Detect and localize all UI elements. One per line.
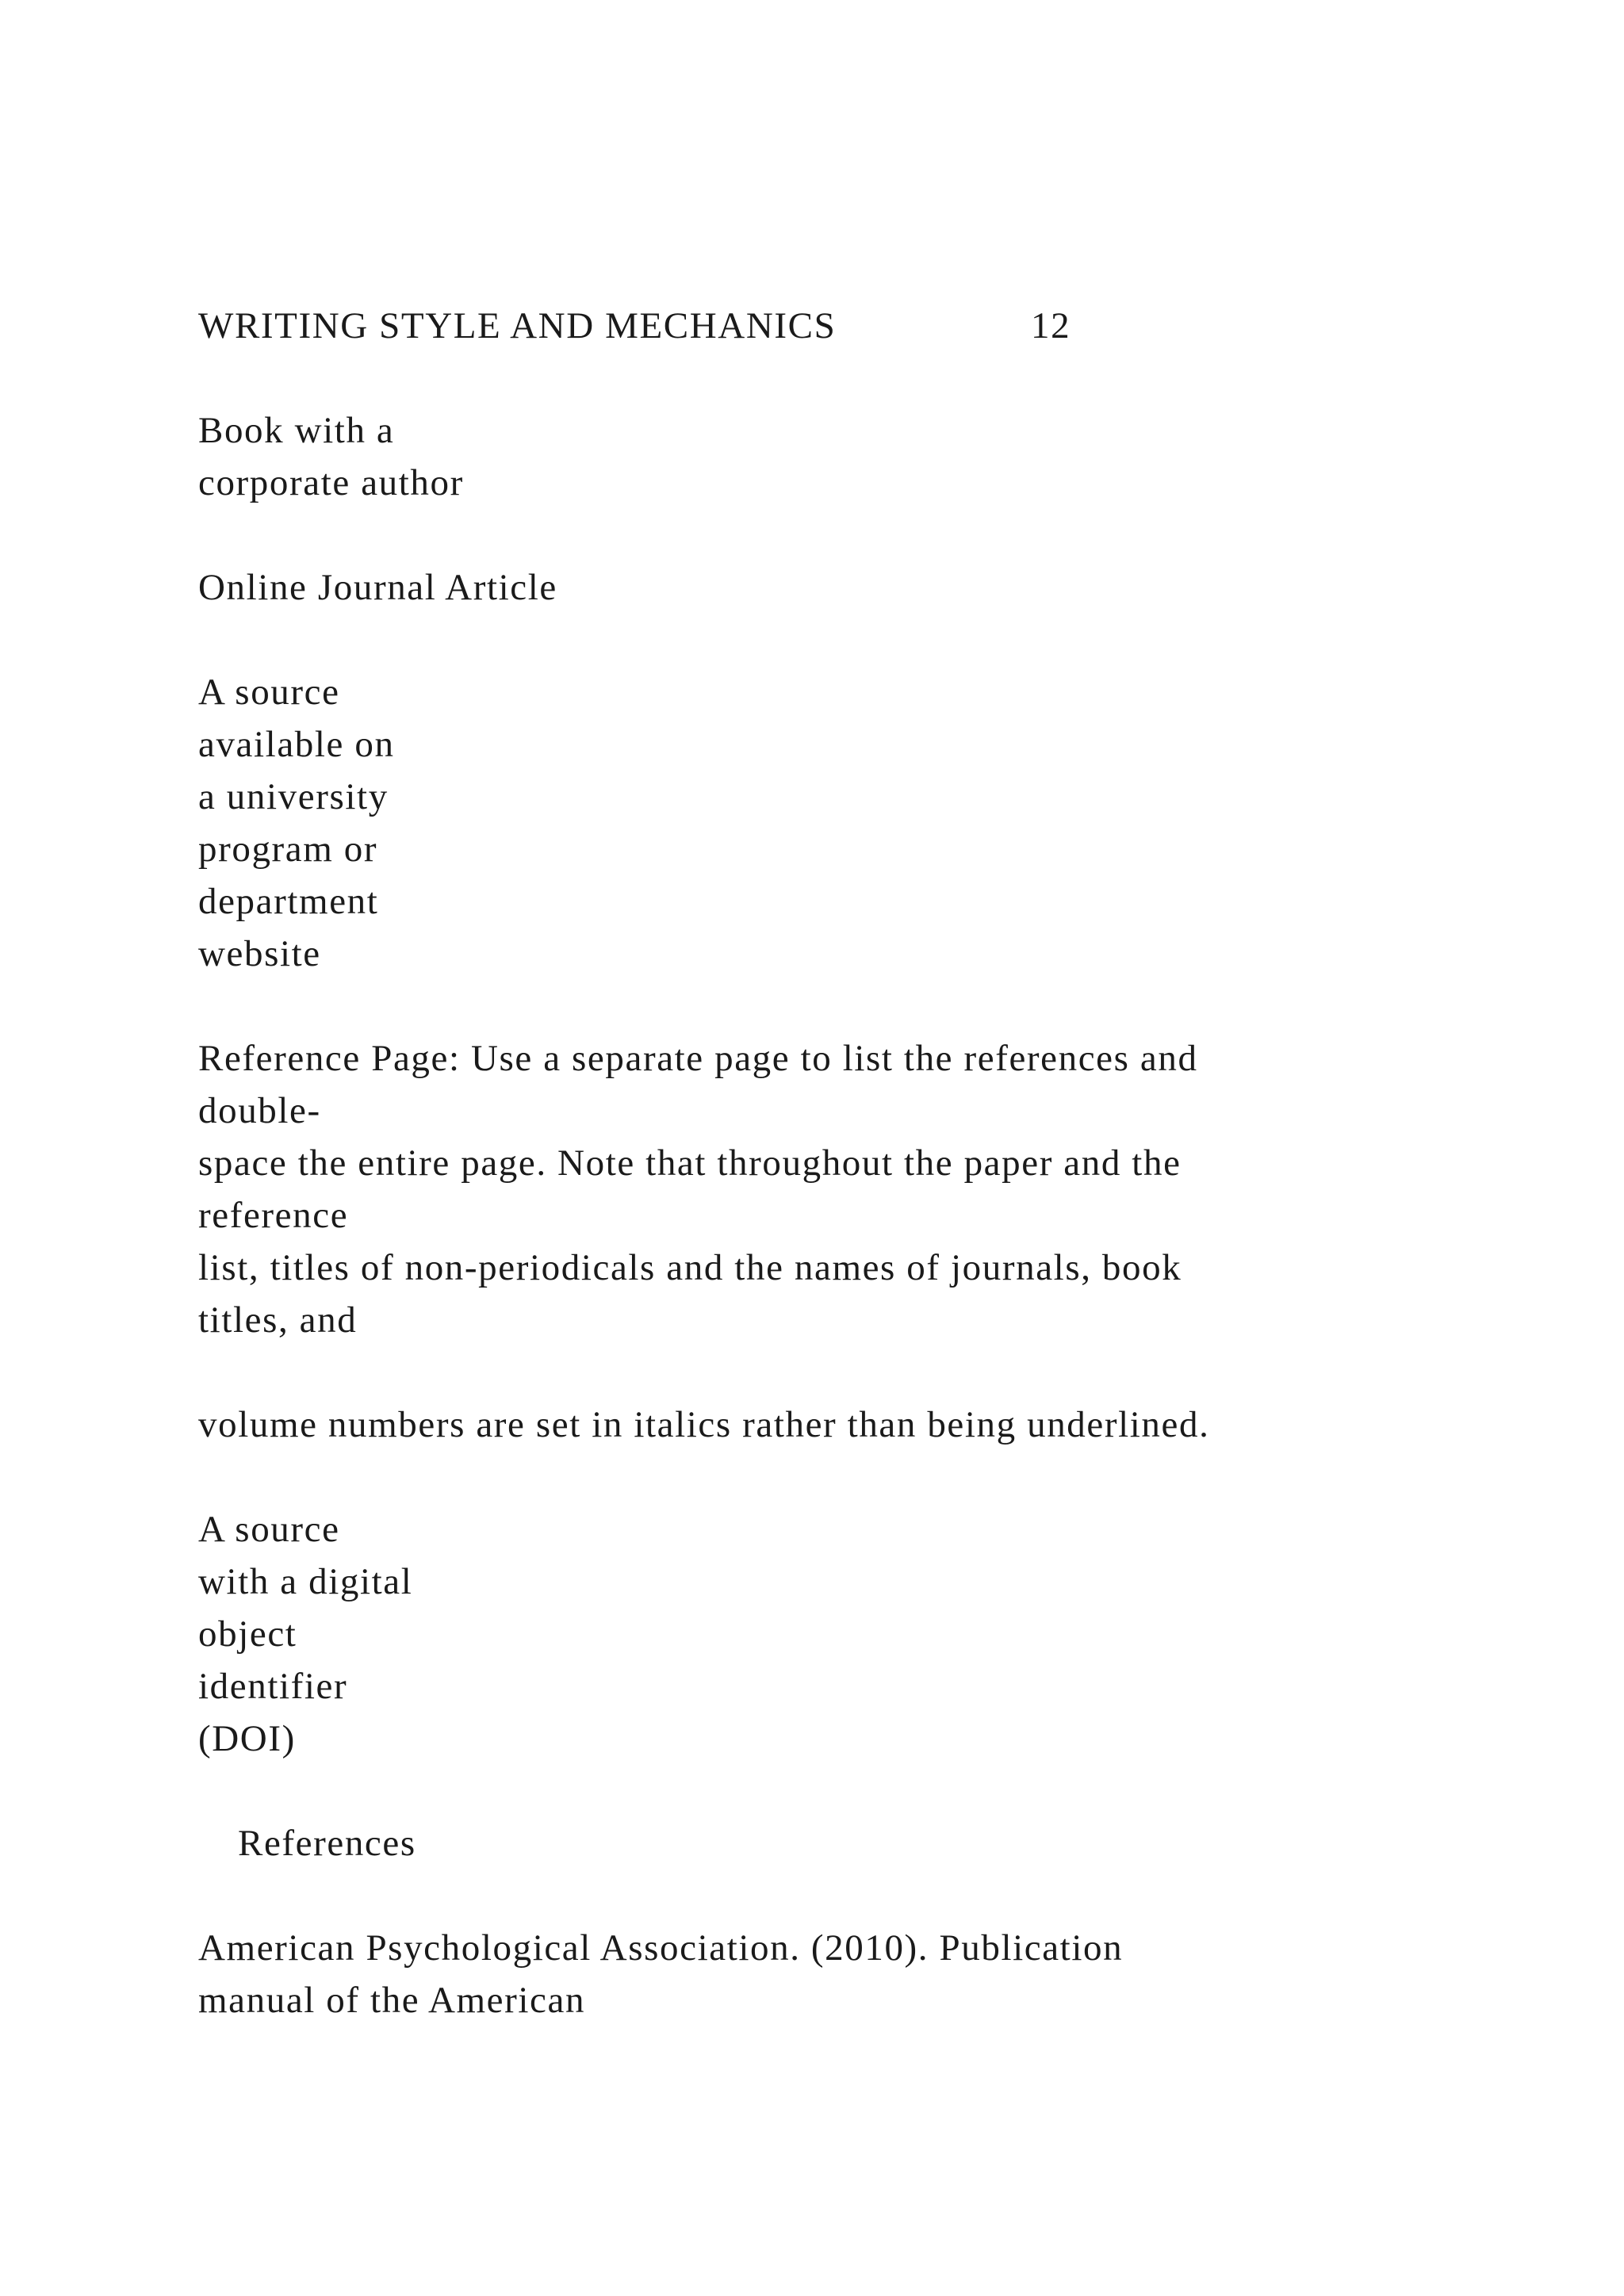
text-line: Reference Page: Use a separate page to list the references and (198, 1038, 1198, 1079)
page-number: 12 (1031, 305, 1071, 346)
text-line: identifier (198, 1666, 348, 1707)
text-line: Online Journal Article (198, 567, 557, 608)
text-line: corporate author (198, 462, 464, 503)
text-line: object (198, 1613, 297, 1655)
text-line: list, titles of non-periodicals and the names of journals, book (198, 1247, 1182, 1288)
text-line: department (198, 881, 379, 922)
text-line: space the entire page. Note that throughout the paper and the (198, 1142, 1182, 1184)
running-head: WRITING STYLE AND MECHANICS (198, 305, 837, 346)
text-line: available on (198, 724, 395, 765)
text-line: titles, and (198, 1299, 358, 1341)
text-line: reference (198, 1195, 349, 1236)
text-line: volume numbers are set in italics rather than being underlined. (198, 1404, 1210, 1445)
text-line: A source (198, 672, 340, 713)
text-line: website (198, 933, 321, 974)
text-line: double- (198, 1090, 321, 1131)
text-line: a university (198, 776, 389, 817)
text-line: (DOI) (198, 1718, 296, 1759)
references-heading: References (238, 1823, 416, 1864)
text-line: Book with a (198, 410, 395, 451)
reference-entry-line: American Psychological Association. (2010). Publication (198, 1927, 1124, 1969)
text-line: program or (198, 828, 378, 870)
text-line: with a digital (198, 1561, 413, 1602)
reference-entry-line: manual of the American (198, 1980, 586, 2021)
text-line: A source (198, 1509, 340, 1550)
